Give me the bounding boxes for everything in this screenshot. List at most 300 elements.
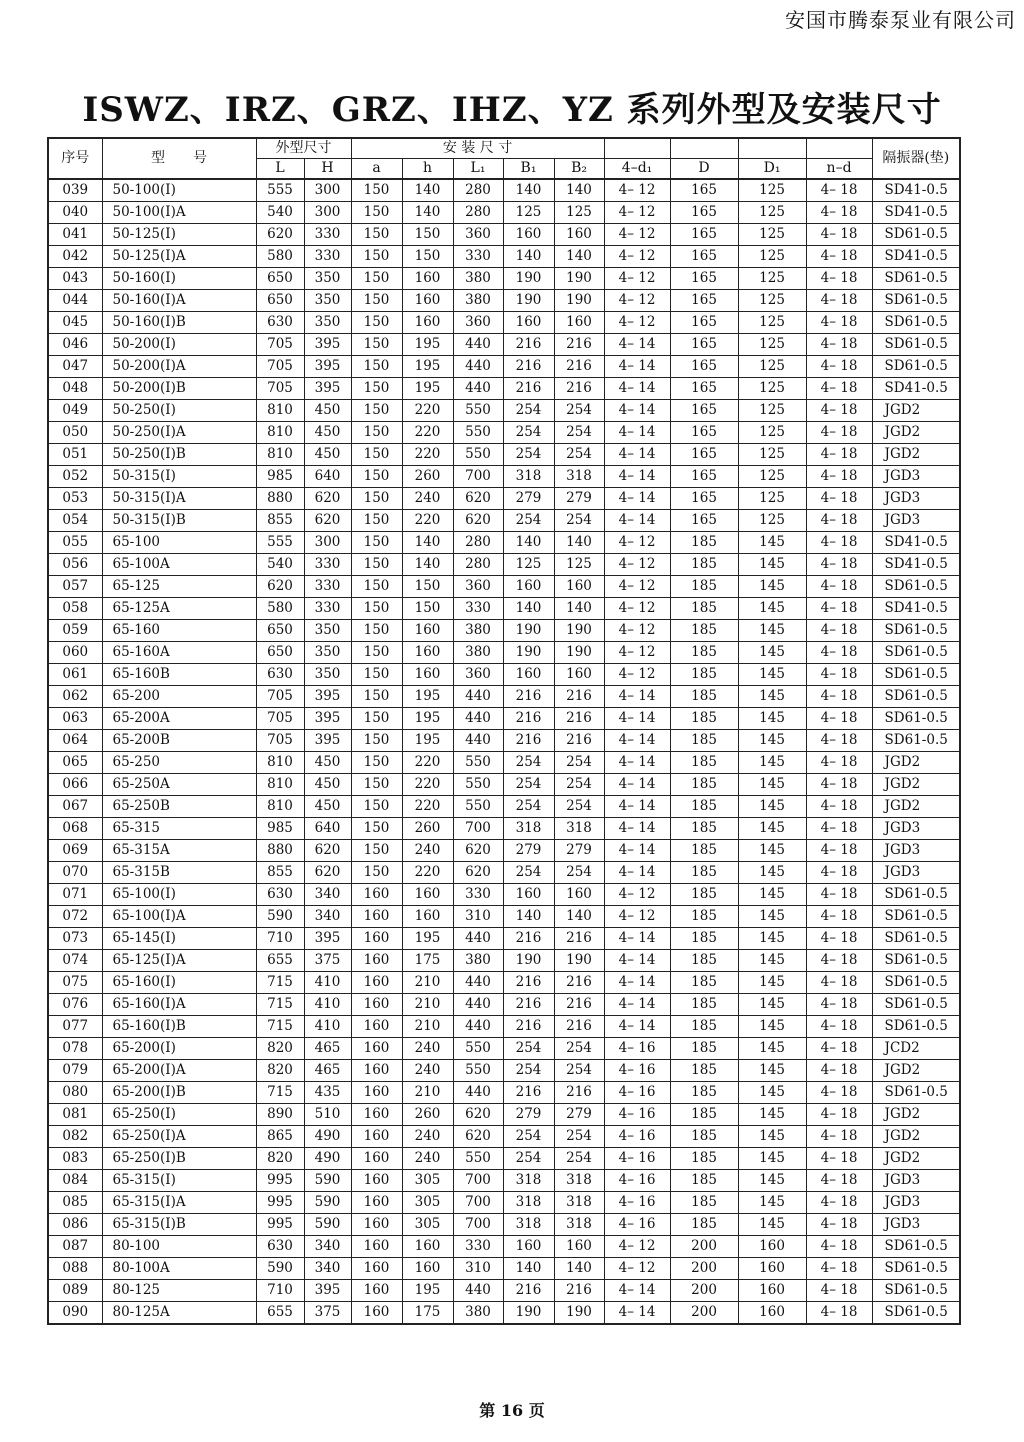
cell-model: 65-315A — [102, 840, 256, 862]
cell-4-d1: 4– 12 — [604, 532, 670, 554]
cell-seq: 068 — [48, 818, 102, 840]
cell-model: 65-250A — [102, 774, 256, 796]
cell-B1: 254 — [503, 444, 554, 466]
cell-L1: 380 — [453, 620, 503, 642]
cell-seq: 082 — [48, 1126, 102, 1148]
cell-a: 160 — [351, 1148, 402, 1170]
cell-H: 395 — [304, 730, 351, 752]
cell-B2: 279 — [554, 488, 604, 510]
cell-L1: 380 — [453, 642, 503, 664]
cell-L: 995 — [256, 1192, 304, 1214]
header-spacer-3 — [738, 138, 806, 159]
cell-model: 50-125(Ⅰ)A — [102, 246, 256, 268]
cell-seq: 052 — [48, 466, 102, 488]
table-row — [48, 1082, 960, 1104]
cell-L: 880 — [256, 488, 304, 510]
cell-n-d: 4– 18 — [806, 774, 872, 796]
table-row — [48, 708, 960, 730]
cell-n-d: 4– 18 — [806, 532, 872, 554]
cell-B2: 140 — [554, 246, 604, 268]
cell-D1: 125 — [738, 202, 806, 224]
cell-n-d: 4– 18 — [806, 686, 872, 708]
cell-D1: 125 — [738, 422, 806, 444]
cell-H: 395 — [304, 334, 351, 356]
table-row — [48, 378, 960, 400]
cell-H: 410 — [304, 972, 351, 994]
cell-model: 50-100(Ⅰ) — [102, 179, 256, 202]
cell-D1: 160 — [738, 1302, 806, 1325]
cell-isolator: SD61-0.5 — [872, 972, 960, 994]
header-col-L1: L₁ — [453, 159, 503, 180]
cell-a: 160 — [351, 950, 402, 972]
cell-4-d1: 4– 14 — [604, 1016, 670, 1038]
cell-a: 160 — [351, 1126, 402, 1148]
cell-B1: 216 — [503, 994, 554, 1016]
header-isolator: 隔振器(垫) — [872, 138, 960, 179]
cell-model: 65-315B — [102, 862, 256, 884]
cell-H: 375 — [304, 950, 351, 972]
cell-a: 160 — [351, 1192, 402, 1214]
cell-L: 710 — [256, 928, 304, 950]
cell-D: 185 — [670, 972, 738, 994]
cell-a: 160 — [351, 928, 402, 950]
cell-isolator: JGD2 — [872, 1126, 960, 1148]
cell-seq: 055 — [48, 532, 102, 554]
cell-B1: 190 — [503, 290, 554, 312]
cell-B2: 216 — [554, 1082, 604, 1104]
cell-4-d1: 4– 12 — [604, 642, 670, 664]
cell-a: 150 — [351, 224, 402, 246]
cell-B2: 279 — [554, 840, 604, 862]
cell-L1: 550 — [453, 796, 503, 818]
cell-4-d1: 4– 12 — [604, 179, 670, 202]
cell-B1: 254 — [503, 1126, 554, 1148]
cell-4-d1: 4– 16 — [604, 1082, 670, 1104]
cell-B2: 254 — [554, 862, 604, 884]
cell-L: 890 — [256, 1104, 304, 1126]
cell-L: 655 — [256, 1302, 304, 1325]
cell-model: 65-160(Ⅰ)B — [102, 1016, 256, 1038]
cell-L1: 280 — [453, 532, 503, 554]
cell-n-d: 4– 18 — [806, 444, 872, 466]
cell-isolator: JGD3 — [872, 1192, 960, 1214]
cell-B2: 216 — [554, 994, 604, 1016]
cell-seq: 046 — [48, 334, 102, 356]
cell-model: 50-315(Ⅰ) — [102, 466, 256, 488]
table-row — [48, 179, 960, 202]
cell-D1: 145 — [738, 598, 806, 620]
cell-seq: 053 — [48, 488, 102, 510]
cell-isolator: SD61-0.5 — [872, 312, 960, 334]
cell-model: 50-100(Ⅰ)A — [102, 202, 256, 224]
cell-isolator: SD61-0.5 — [872, 268, 960, 290]
cell-L1: 440 — [453, 334, 503, 356]
cell-model: 65-100 — [102, 532, 256, 554]
cell-D: 185 — [670, 994, 738, 1016]
cell-D: 185 — [670, 818, 738, 840]
table-row — [48, 1126, 960, 1148]
cell-n-d: 4– 18 — [806, 1192, 872, 1214]
table-row — [48, 796, 960, 818]
cell-h: 150 — [402, 598, 453, 620]
table-row — [48, 928, 960, 950]
cell-B2: 254 — [554, 1038, 604, 1060]
cell-D1: 145 — [738, 730, 806, 752]
cell-L1: 330 — [453, 884, 503, 906]
cell-h: 305 — [402, 1214, 453, 1236]
cell-a: 160 — [351, 1016, 402, 1038]
cell-4-d1: 4– 14 — [604, 994, 670, 1016]
cell-4-d1: 4– 12 — [604, 312, 670, 334]
cell-model: 50-250(Ⅰ)A — [102, 422, 256, 444]
cell-L: 705 — [256, 356, 304, 378]
cell-L: 705 — [256, 708, 304, 730]
cell-L1: 550 — [453, 1148, 503, 1170]
cell-D: 185 — [670, 950, 738, 972]
cell-isolator: SD41-0.5 — [872, 532, 960, 554]
cell-isolator: JGD2 — [872, 400, 960, 422]
cell-4-d1: 4– 14 — [604, 686, 670, 708]
cell-L: 630 — [256, 884, 304, 906]
cell-a: 150 — [351, 334, 402, 356]
cell-4-d1: 4– 16 — [604, 1038, 670, 1060]
cell-model: 65-200(Ⅰ)A — [102, 1060, 256, 1082]
cell-model: 65-160B — [102, 664, 256, 686]
cell-L1: 440 — [453, 1016, 503, 1038]
cell-model: 65-200(Ⅰ) — [102, 1038, 256, 1060]
cell-D1: 125 — [738, 179, 806, 202]
cell-L1: 700 — [453, 1170, 503, 1192]
header-col-D1: D₁ — [738, 159, 806, 180]
cell-L1: 360 — [453, 664, 503, 686]
cell-L1: 550 — [453, 422, 503, 444]
cell-D1: 145 — [738, 1082, 806, 1104]
cell-a: 150 — [351, 774, 402, 796]
table-row — [48, 994, 960, 1016]
table-row — [48, 840, 960, 862]
cell-L: 820 — [256, 1060, 304, 1082]
cell-H: 395 — [304, 1280, 351, 1302]
table-row — [48, 202, 960, 224]
cell-seq: 090 — [48, 1302, 102, 1325]
cell-B1: 160 — [503, 224, 554, 246]
cell-model: 65-160A — [102, 642, 256, 664]
cell-B2: 216 — [554, 378, 604, 400]
cell-L: 590 — [256, 906, 304, 928]
table-row — [48, 312, 960, 334]
cell-seq: 077 — [48, 1016, 102, 1038]
cell-4-d1: 4– 12 — [604, 246, 670, 268]
cell-D1: 125 — [738, 510, 806, 532]
cell-D: 185 — [670, 796, 738, 818]
cell-a: 160 — [351, 884, 402, 906]
cell-n-d: 4– 18 — [806, 1214, 872, 1236]
cell-4-d1: 4– 14 — [604, 356, 670, 378]
cell-L1: 620 — [453, 1126, 503, 1148]
cell-D: 165 — [670, 312, 738, 334]
cell-seq: 056 — [48, 554, 102, 576]
header-col-h: h — [402, 159, 453, 180]
cell-a: 150 — [351, 466, 402, 488]
cell-D: 165 — [670, 224, 738, 246]
cell-B2: 318 — [554, 1192, 604, 1214]
cell-n-d: 4– 18 — [806, 334, 872, 356]
cell-D: 185 — [670, 730, 738, 752]
cell-L: 715 — [256, 1082, 304, 1104]
cell-isolator: JGD3 — [872, 510, 960, 532]
cell-h: 195 — [402, 378, 453, 400]
cell-B2: 216 — [554, 1280, 604, 1302]
cell-B1: 318 — [503, 1192, 554, 1214]
cell-a: 160 — [351, 994, 402, 1016]
cell-L1: 280 — [453, 179, 503, 202]
cell-L: 865 — [256, 1126, 304, 1148]
cell-n-d: 4– 18 — [806, 576, 872, 598]
dimensions-table — [47, 137, 961, 1325]
cell-a: 150 — [351, 356, 402, 378]
cell-isolator: JGD2 — [872, 774, 960, 796]
cell-4-d1: 4– 12 — [604, 1236, 670, 1258]
cell-D: 185 — [670, 708, 738, 730]
cell-isolator: JGD2 — [872, 752, 960, 774]
cell-model: 65-200(Ⅰ)B — [102, 1082, 256, 1104]
cell-4-d1: 4– 16 — [604, 1170, 670, 1192]
cell-D1: 145 — [738, 532, 806, 554]
cell-L: 620 — [256, 224, 304, 246]
cell-h: 195 — [402, 334, 453, 356]
cell-D: 185 — [670, 1148, 738, 1170]
table-row — [48, 510, 960, 532]
cell-D: 185 — [670, 642, 738, 664]
cell-B2: 160 — [554, 224, 604, 246]
cell-h: 160 — [402, 1258, 453, 1280]
cell-D: 185 — [670, 1060, 738, 1082]
cell-a: 150 — [351, 312, 402, 334]
cell-seq: 065 — [48, 752, 102, 774]
cell-seq: 041 — [48, 224, 102, 246]
cell-h: 160 — [402, 906, 453, 928]
cell-L: 655 — [256, 950, 304, 972]
cell-model: 50-315(Ⅰ)A — [102, 488, 256, 510]
cell-B2: 216 — [554, 928, 604, 950]
cell-model: 50-315(Ⅰ)B — [102, 510, 256, 532]
cell-L: 810 — [256, 774, 304, 796]
cell-H: 450 — [304, 752, 351, 774]
cell-h: 195 — [402, 730, 453, 752]
cell-B2: 216 — [554, 708, 604, 730]
cell-seq: 079 — [48, 1060, 102, 1082]
cell-model: 50-160(Ⅰ)B — [102, 312, 256, 334]
cell-seq: 051 — [48, 444, 102, 466]
cell-isolator: JCD2 — [872, 1038, 960, 1060]
cell-H: 300 — [304, 179, 351, 202]
cell-isolator: SD61-0.5 — [872, 950, 960, 972]
cell-D1: 160 — [738, 1236, 806, 1258]
cell-D: 185 — [670, 1016, 738, 1038]
cell-a: 160 — [351, 972, 402, 994]
cell-D1: 125 — [738, 268, 806, 290]
cell-n-d: 4– 18 — [806, 906, 872, 928]
cell-n-d: 4– 18 — [806, 356, 872, 378]
cell-B1: 254 — [503, 862, 554, 884]
cell-B1: 254 — [503, 796, 554, 818]
cell-isolator: SD61-0.5 — [872, 356, 960, 378]
cell-n-d: 4– 18 — [806, 730, 872, 752]
cell-n-d: 4– 18 — [806, 1170, 872, 1192]
cell-n-d: 4– 18 — [806, 488, 872, 510]
table-row — [48, 1060, 960, 1082]
cell-L1: 440 — [453, 994, 503, 1016]
company-name: 安国市腾泰泵业有限公司 — [785, 8, 1016, 32]
cell-B2: 216 — [554, 730, 604, 752]
cell-L: 705 — [256, 730, 304, 752]
cell-D: 185 — [670, 1192, 738, 1214]
table-row — [48, 554, 960, 576]
cell-B1: 160 — [503, 664, 554, 686]
cell-B2: 318 — [554, 466, 604, 488]
table-row — [48, 576, 960, 598]
cell-D1: 145 — [738, 840, 806, 862]
table-row — [48, 950, 960, 972]
cell-h: 160 — [402, 268, 453, 290]
cell-h: 305 — [402, 1192, 453, 1214]
cell-B2: 318 — [554, 1214, 604, 1236]
cell-D: 185 — [670, 752, 738, 774]
cell-D1: 145 — [738, 1060, 806, 1082]
cell-L: 855 — [256, 862, 304, 884]
cell-a: 150 — [351, 422, 402, 444]
cell-B2: 254 — [554, 422, 604, 444]
cell-model: 65-100(Ⅰ)A — [102, 906, 256, 928]
cell-4-d1: 4– 14 — [604, 488, 670, 510]
cell-h: 220 — [402, 444, 453, 466]
cell-a: 160 — [351, 1170, 402, 1192]
cell-h: 195 — [402, 928, 453, 950]
cell-D: 165 — [670, 246, 738, 268]
cell-D: 165 — [670, 334, 738, 356]
cell-H: 340 — [304, 884, 351, 906]
cell-seq: 058 — [48, 598, 102, 620]
cell-L1: 380 — [453, 290, 503, 312]
cell-model: 65-200 — [102, 686, 256, 708]
cell-seq: 057 — [48, 576, 102, 598]
cell-h: 140 — [402, 532, 453, 554]
cell-4-d1: 4– 12 — [604, 906, 670, 928]
cell-h: 260 — [402, 466, 453, 488]
cell-D1: 145 — [738, 664, 806, 686]
cell-H: 590 — [304, 1170, 351, 1192]
cell-n-d: 4– 18 — [806, 466, 872, 488]
cell-D1: 145 — [738, 818, 806, 840]
cell-seq: 086 — [48, 1214, 102, 1236]
cell-B2: 125 — [554, 202, 604, 224]
cell-model: 50-200(Ⅰ)A — [102, 356, 256, 378]
cell-isolator: SD61-0.5 — [872, 642, 960, 664]
table-row — [48, 818, 960, 840]
cell-B1: 160 — [503, 1236, 554, 1258]
cell-D: 165 — [670, 444, 738, 466]
cell-isolator: SD41-0.5 — [872, 246, 960, 268]
table-row — [48, 642, 960, 664]
cell-a: 150 — [351, 378, 402, 400]
cell-D1: 145 — [738, 928, 806, 950]
cell-isolator: SD61-0.5 — [872, 730, 960, 752]
cell-model: 80-100A — [102, 1258, 256, 1280]
cell-L1: 550 — [453, 1060, 503, 1082]
cell-n-d: 4– 18 — [806, 752, 872, 774]
cell-B2: 254 — [554, 1060, 604, 1082]
cell-D1: 145 — [738, 774, 806, 796]
cell-D: 165 — [670, 510, 738, 532]
cell-D: 185 — [670, 686, 738, 708]
cell-L: 630 — [256, 664, 304, 686]
cell-model: 65-315 — [102, 818, 256, 840]
cell-model: 80-125 — [102, 1280, 256, 1302]
cell-B1: 190 — [503, 620, 554, 642]
cell-n-d: 4– 18 — [806, 664, 872, 686]
cell-isolator: SD41-0.5 — [872, 598, 960, 620]
cell-D1: 145 — [738, 1104, 806, 1126]
cell-D: 165 — [670, 179, 738, 202]
header-outline: 外型尺寸 — [256, 138, 351, 159]
cell-h: 195 — [402, 1280, 453, 1302]
cell-h: 210 — [402, 1082, 453, 1104]
cell-B2: 190 — [554, 268, 604, 290]
cell-a: 150 — [351, 268, 402, 290]
cell-isolator: SD61-0.5 — [872, 1082, 960, 1104]
table-row — [48, 224, 960, 246]
cell-model: 65-160(Ⅰ)A — [102, 994, 256, 1016]
cell-D: 185 — [670, 1126, 738, 1148]
cell-L: 540 — [256, 554, 304, 576]
header-seq: 序号 — [48, 138, 102, 179]
cell-isolator: SD61-0.5 — [872, 576, 960, 598]
cell-B1: 216 — [503, 1082, 554, 1104]
cell-seq: 063 — [48, 708, 102, 730]
cell-D1: 145 — [738, 554, 806, 576]
cell-H: 300 — [304, 202, 351, 224]
cell-model: 80-100 — [102, 1236, 256, 1258]
cell-model: 65-100(Ⅰ) — [102, 884, 256, 906]
cell-seq: 076 — [48, 994, 102, 1016]
cell-L: 705 — [256, 334, 304, 356]
table-row — [48, 972, 960, 994]
cell-D: 200 — [670, 1258, 738, 1280]
cell-B2: 254 — [554, 444, 604, 466]
cell-H: 330 — [304, 576, 351, 598]
table-row — [48, 906, 960, 928]
cell-isolator: SD61-0.5 — [872, 1016, 960, 1038]
cell-h: 160 — [402, 664, 453, 686]
cell-model: 50-200(Ⅰ)B — [102, 378, 256, 400]
cell-seq: 062 — [48, 686, 102, 708]
cell-4-d1: 4– 14 — [604, 774, 670, 796]
cell-model: 65-125 — [102, 576, 256, 598]
cell-seq: 088 — [48, 1258, 102, 1280]
cell-B2: 216 — [554, 356, 604, 378]
cell-isolator: SD61-0.5 — [872, 1258, 960, 1280]
cell-L: 985 — [256, 466, 304, 488]
cell-B1: 190 — [503, 1302, 554, 1325]
cell-L: 650 — [256, 642, 304, 664]
cell-4-d1: 4– 14 — [604, 972, 670, 994]
cell-D: 200 — [670, 1280, 738, 1302]
cell-model: 65-250 — [102, 752, 256, 774]
cell-a: 150 — [351, 686, 402, 708]
cell-L: 580 — [256, 246, 304, 268]
cell-a: 150 — [351, 290, 402, 312]
cell-B2: 190 — [554, 950, 604, 972]
